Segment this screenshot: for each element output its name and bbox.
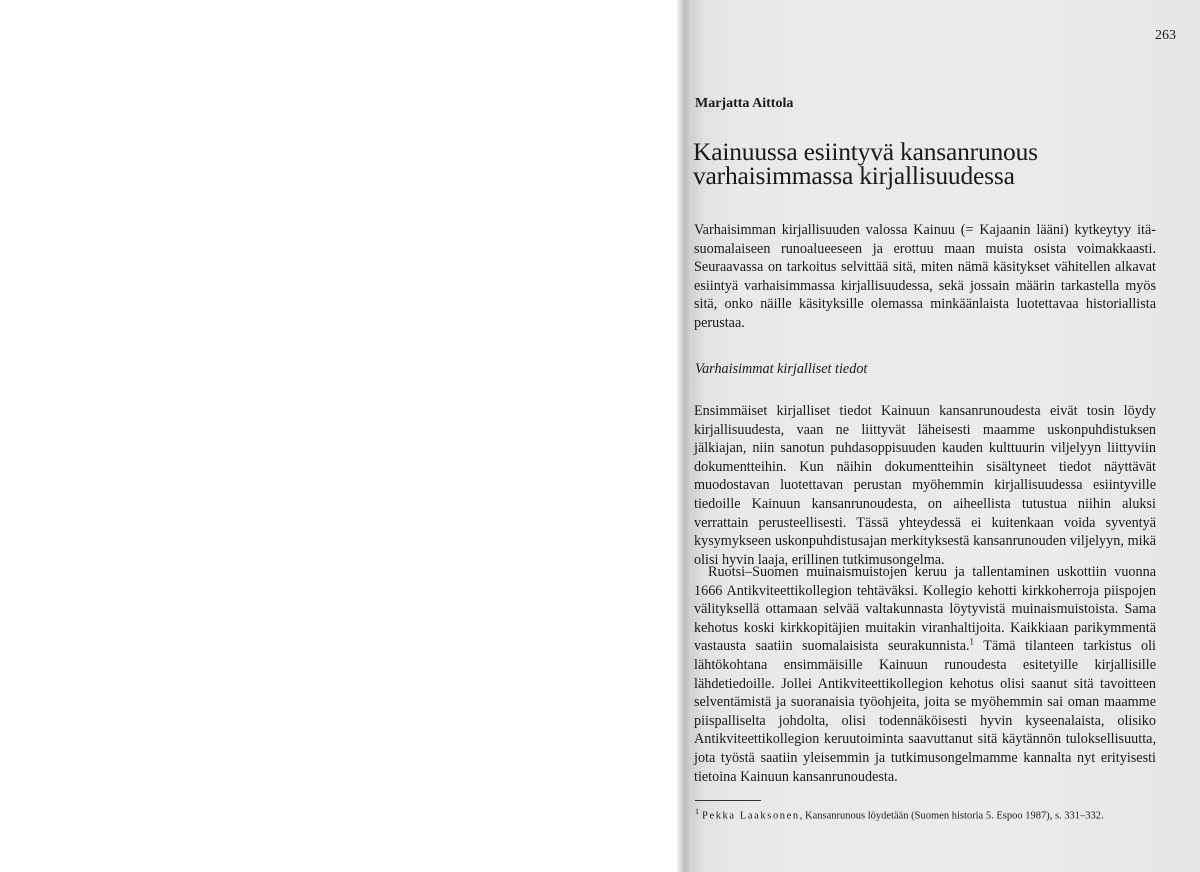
article-title-line-1: Kainuussa esiintyvä kansanrunous — [693, 137, 1038, 166]
body-paragraph-2 — [694, 563, 1156, 786]
footnote — [695, 805, 1165, 823]
page-number: 263 — [1155, 28, 1176, 43]
book-gutter — [676, 0, 692, 872]
body-paragraph-2-part-2: Tämä tilanteen tarkistus oli lähtökohtana ensimmäisille Kainuun runoudesta esitetyille kirjallisille lähdetiedoille. Jollei Antikviteettikollegion kehotus olisi saanut sitä tavoitteen selventämistä ja suoranaisia työohjeita, joita se myöhemmin sai oman maamme piispalliselta johdolta, olisi todennäköisesti hyvin kyseenalaista, olisiko Antikviteettikollegion keruutoiminta saavuttanut sitä käytännön tuloksellisuutta, jota työstä saatiin yleisemmin ja tutkimusongelmamme kannalta nyt erityisesti tietoina Kainuun kansanrunoudesta. — [694, 638, 1156, 785]
body-paragraph-2-part-1: Ruotsi–Suomen muinaismuistojen keruu ja tallentaminen uskottiin vuonna 1666 Antikviteettikollegion tehtäväksi. Kollegio kehotti kirkkoherroja piispojen välityksellä ottamaan selvää valtakunnasta löytyvistä muinaismuistoista. Sama kehotus koski kirkkopitäjien muitakin viranhaltijoita. Kaikkiaan parikymmentä vastausta saatiin suomalaisista seurakunnista. — [694, 564, 1156, 655]
article-author: Marjatta Aittola — [695, 96, 794, 111]
footnote-text: , Kansanrunous löydetään (Suomen historia 5. Espoo 1987), s. 331–332. — [799, 810, 1104, 822]
footnote-divider — [695, 800, 761, 801]
footnote-reference[interactable]: 1 — [969, 636, 975, 647]
footnote-mark: 1 — [695, 807, 699, 816]
body-paragraph-1: Ensimmäiset kirjalliset tiedot Kainuun kansanrunoudesta eivät tosin löydy kirjallisuudesta, vaan ne liittyvät läheisesti maamme uskonpuhdistuksen jälkiajan, niin sanotun puhdasoppisuuden kauden kulttuurin viljelyyn liittyviin dokumentteihin. Kun näihin dokumentteihin sisältyneet tiedot näyttävät muodostavan luotettavan perustan myöhemmin kirjallisuudessa esiintyville tiedoille Kainuun kansanrunoudesta, on aiheellista tutustua niihin aluksi verrattain perusteellisesti. Tässä yhteydessä ei kuitenkaan voida syventyä kysymykseen uskonpuhdistusajan merkityksestä kansanrunouden viljelyyn, mikä olisi hyvin laaja, erillinen tutkimusongelma. — [694, 403, 1156, 568]
article-title-line-2: varhaisimmassa kirjallisuudessa — [693, 161, 1015, 190]
section-heading: Varhaisimmat kirjalliset tiedot — [695, 361, 868, 377]
footnote-author: Pekka Laaksonen — [702, 810, 800, 822]
intro-paragraph: Varhaisimman kirjallisuuden valossa Kainuu (= Kajaanin lääni) kytkeytyy itä-suomalaiseen runoalueeseen ja erottuu maan muista osista voimakkaasti. Seuraavassa on tarkoitus selvittää sitä, miten nämä käsitykset vähitellen alkavat esiintyä varhaisimmassa kirjallisuudessa, sekä jossain määrin tarkastella myös sitä, onko näille käsityksille olemassa minkäänlaista luotettavaa historiallista perustaa. — [694, 222, 1156, 331]
article-title — [693, 137, 1133, 190]
